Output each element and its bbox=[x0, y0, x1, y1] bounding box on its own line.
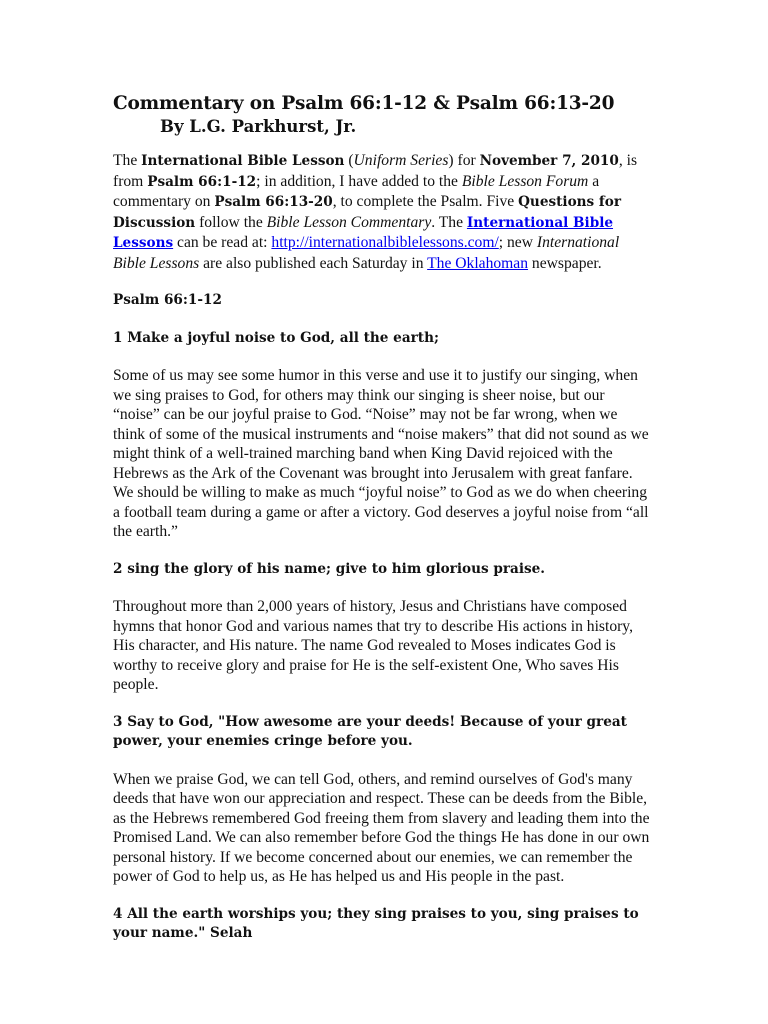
the-oklahoman-link[interactable]: The Oklahoman bbox=[427, 254, 529, 272]
intro-text: ) for bbox=[448, 152, 480, 169]
verse-1-heading: 1 Make a joyful noise to God, all the earth; bbox=[113, 329, 439, 346]
verse-2-heading: 2 sing the glory of his name; give to him glorious praise. bbox=[113, 560, 546, 577]
intro-bold: November 7, 2010 bbox=[479, 153, 619, 169]
verse-2-commentary: Throughout more than 2,000 years of history, Jesus and Christians have composed hymns that honor God and various names that try to describe His actions in history, His character, and His nature. The name God revealed to Moses indicates God is worthy to receive glory and praise for He is the self-existent One, Who saves His people. bbox=[113, 598, 633, 693]
intro-text: can be read at: bbox=[173, 234, 272, 251]
document-title: Commentary on Psalm 66:1-12 & Psalm 66:13-20 bbox=[113, 93, 615, 114]
author-byline: By L.G. Parkhurst, Jr. bbox=[160, 117, 357, 136]
section-heading: Psalm 66:1-12 bbox=[113, 292, 222, 308]
intro-bold: Questions for Discussion bbox=[113, 194, 621, 231]
intro-text: ; new bbox=[498, 234, 537, 251]
intro-italic: Bible Lesson Forum bbox=[461, 172, 589, 190]
verse-1-commentary: Some of us may see some humor in this verse and use it to justify our singing, when we sing praises to God, for others may think our singing is sheer noise, but our “noise” can be our joyful praise to God. “Noise” may not be far wrong, when we think of some of the musical instruments and “noise makers” that did not sound as we might think of a well-trained marching band when King David rejoiced with the Hebrews as the Ark of the Covenant was brought into Jerusalem with great fanfare. We should be willing to make as much “joyful noise” to God as we do when cheering a football team during a game or after a victory. God deserves a joyful noise from “all the earth.” bbox=[113, 367, 649, 540]
intro-text: , is from bbox=[113, 152, 638, 190]
verse-3-commentary: When we praise God, we can tell God, others, and remind ourselves of God's many deeds that have won our appreciation and respect. These can be deeds from the Bible, as the Hebrews remembered God freeing them from slavery and leading them into the Promised Land. We can also remember before God the things He has done in our own personal history. If we become concerned about our enemies, we can remember the power of God to help us, as He has helped us and His people in the past. bbox=[113, 770, 650, 885]
intro-text: The bbox=[113, 152, 142, 169]
link-label: International Bible Lessons bbox=[113, 214, 614, 251]
intro-text: ; in addition, I have added to the bbox=[256, 172, 462, 190]
intro-text: . The bbox=[431, 213, 467, 231]
intro-paragraph bbox=[113, 151, 653, 273]
intro-text: newspaper. bbox=[528, 254, 602, 272]
intro-italic: International Bible Lessons bbox=[113, 234, 620, 272]
verse-4-heading: 4 All the earth worships you; they sing praises to you, sing praises to your name." Selah bbox=[113, 905, 639, 941]
intro-bold: International Bible Lesson bbox=[141, 153, 345, 169]
intro-text: ( bbox=[344, 152, 354, 169]
intro-italic: Bible Lesson Commentary bbox=[266, 213, 432, 231]
intro-text: a commentary on bbox=[113, 172, 600, 210]
document-page bbox=[113, 92, 653, 944]
intro-bold: Psalm 66:1-12 bbox=[147, 173, 257, 190]
website-url-link[interactable]: http://internationalbiblelessons.com/ bbox=[271, 234, 499, 251]
intro-text: are also published each Saturday in bbox=[199, 254, 428, 272]
intro-italic: Uniform Series bbox=[353, 152, 449, 169]
intro-text: , to complete the Psalm. Five bbox=[332, 193, 519, 210]
intro-text: follow the bbox=[195, 213, 267, 231]
intro-bold: Psalm 66:13-20 bbox=[214, 194, 333, 210]
verse-3-heading: 3 Say to God, "How awesome are your deeds! Because of your great power, your enemies cringe before you. bbox=[113, 713, 627, 749]
